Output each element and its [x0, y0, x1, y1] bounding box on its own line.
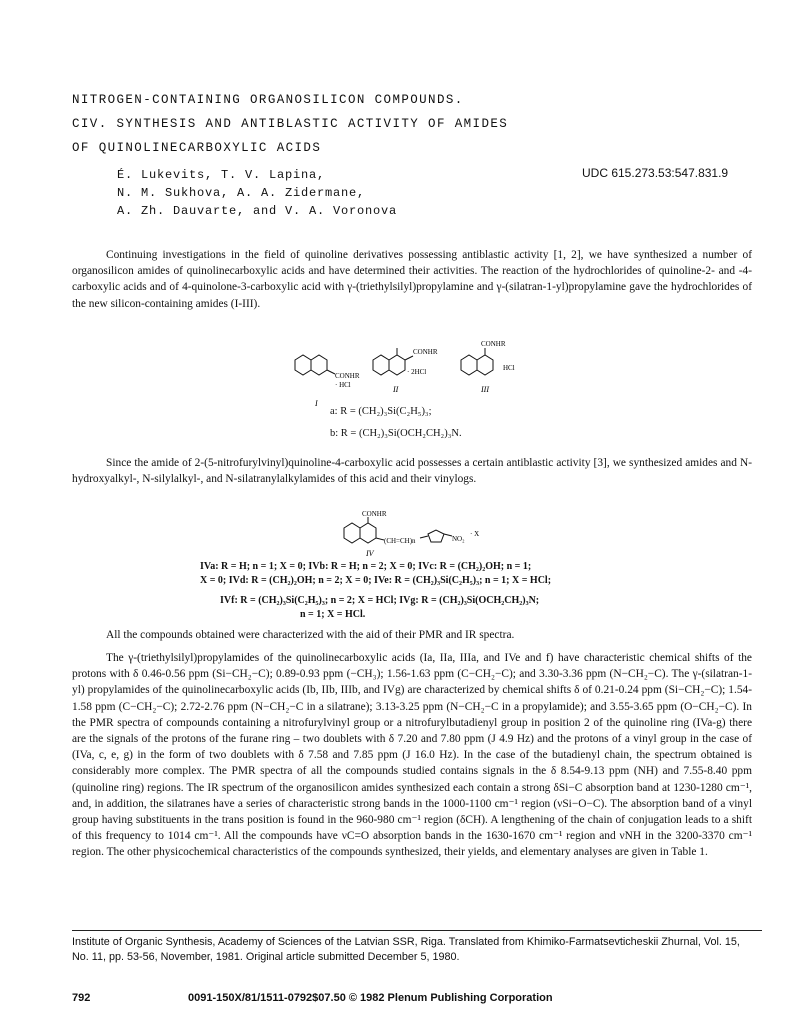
iv-definition-line: X = 0; IVd: R = (CH₂)₂OH; n = 2; X = 0; IVe: R = (CH₂)₃Si(C₂H₅)₃; n = 1; X = HCl;	[200, 575, 552, 586]
title-line: OF QUINOLINECARBOXYLIC ACIDS	[72, 141, 322, 155]
structure-diagram-iv	[340, 510, 500, 560]
group-label-iii: CONHR	[481, 340, 506, 348]
iv-definition-line: n = 1; X = HCl.	[300, 609, 366, 620]
author-line: É. Lukevits, T. V. Lapina,	[117, 168, 326, 182]
page-number: 792	[72, 992, 91, 1004]
nitro-label: NO₂	[452, 535, 465, 543]
iv-definition-line: IVa: R = H; n = 1; X = 0; IVb: R = H; n = 2; X = 0; IVc: R = (CH₂)₂OH; n = 1;	[200, 561, 532, 572]
group-label-ii: CONHR	[413, 348, 438, 356]
paragraph-nitrofuryl: Since the amide of 2-(5-nitrofurylvinyl)quinoline-4-carboxylic acid possesses a certain antiblastic activity [3], we synthesized amides and N-hydroxyalkyl-, N-silylalkyl-, and N-silatranylalkylamides of this acid and their vinylogs.	[72, 457, 752, 486]
compound-label-i: I	[315, 399, 318, 408]
iv-definitions	[200, 560, 640, 622]
salt-label-iii: HCl	[503, 364, 515, 372]
compound-label-iii: III	[481, 385, 489, 394]
paragraph-spectra: The γ-(triethylsilyl)propylamides of the quinolinecarboxylic acids (Ia, IIa, IIIa, and IVe and f) have characteristic chemical shifts of the protons with δ 0.46-0.56 ppm (Si−CH₂−C); 0.89-0.93 ppm (−CH₃); 1.56-1.63 ppm (C−CH₂−C); and 3.30-3.36 ppm (N−CH₂−C). The γ-(silatran-1-yl) propylamides of the quinolinecarboxylic acids (Ib, IIb, IIIb, and IVg) are characterized by chemical shifts δ of 0.21-0.24 ppm (Si−CH₂−C); 1.54-1.58 ppm (C−CH₂−C); 2.72-2.76 ppm (N−CH₂−C in a silatrane); 3.13-3.25 ppm (N−CH₂−C in a propylamide); and 3.55-3.65 ppm (O−CH₂−C). In the PMR spectra of compounds containing a nitrofurylvinyl group or a nitrofurylbutadienyl group in position 2 of the quinoline ring (IVa-g) there are the signals of the protons of the furane ring – two doublets with δ 7.20 and 7.80 ppm (J 4.9 Hz) and the protons of a vinyl group in the case of (IVa, c, e, g) in the form of two doublets with δ 7.58 and 7.85 ppm (J 16.0 Hz). In the case of the butadienyl chain, the spectrum obtained is considerably more complex. The PMR spectra of all the compounds studied contains signals in the δ 8.54-9.13 ppm (NH) and 7.55-8.40 ppm (quinoline ring) regions. The IR spectrum of the organosilicon amides synthesized each contain a strong δSi−C absorption band at 1230-1280 cm⁻¹, and, in addition, the silatranes have a series of characteristic strong bands in the 1000-1100 cm⁻¹ region (νSi−O−C). The absorption band of a vinyl group having substituents in the trans position is found in the 960-980 cm⁻¹ region (δCH). A lengthening of the chain of conjugation leads to a shift of this frequency to 1014 cm⁻¹. All the compounds have νC=O absorption bands in the 1630-1670 cm⁻¹ region and νNH in the 3200-3370 cm⁻¹ region. The other physicochemical characteristics of the compounds synthesized, their yields, and elementary analyses are given in Table 1.	[72, 652, 752, 859]
udc-code: UDC 615.273.53:547.831.9	[582, 166, 729, 180]
group-label-i: CONHR	[335, 372, 360, 380]
author-line: A. Zh. Dauvarte, and V. A. Voronova	[117, 204, 398, 218]
salt-label-i: · HCl	[335, 381, 351, 389]
compound-label-iv: IV	[366, 549, 374, 558]
chain-label: (CH=CH)n	[384, 537, 416, 545]
paragraph-intro: Continuing investigations in the field of quinoline derivatives possessing antiblastic activity [1, 2], we have synthesized a number of organosilicon amides of quinolinecarboxylic acids and have determined their activities. The reaction of the hydrochlorides of quinoline-2- and -4-carboxylic acids and of 4-quinolone-3-carboxylic acid with γ-(triethylsilyl)propylamine and γ-(silatran-1-yl)propylamine gave the hydrochlorides of the new silicon-containing amides (I-III).	[72, 249, 752, 310]
structure-diagram-i-iii	[285, 340, 525, 412]
salt-label-ii: · 2HCl	[407, 368, 427, 376]
formula-b: b: R = (CH₂)₃Si(OCH₂CH₂)₃N.	[330, 428, 462, 439]
copyright-line: 0091-150X/81/1511-0792$07.50 © 1982 Plenum Publishing Corporation	[188, 992, 553, 1004]
group-label-iv: CONHR	[362, 510, 387, 518]
title-line: CIV. SYNTHESIS AND ANTIBLASTIC ACTIVITY OF AMIDES	[72, 117, 509, 131]
iv-definition-line: IVf: R = (CH₂)₃Si(C₂H₅)₃; n = 2; X = HCl; IVg: R = (CH₂)₃Si(OCH₂CH₂)₃N;	[220, 595, 540, 606]
article-title	[72, 88, 732, 160]
formula-a: a: R = (CH₂)₃Si(C₂H₅)₃;	[330, 406, 432, 417]
footnote-rule	[72, 930, 762, 931]
author-list	[117, 166, 397, 220]
paragraph-characterization: All the compounds obtained were characterized with the aid of their PMR and IR spectra.	[106, 629, 515, 641]
footnote: Institute of Organic Synthesis, Academy of Sciences of the Latvian SSR, Riga. Translated from Khimiko-Farmatsevticheskii Zhurnal, Vol. 15, No. 11, pp. 53-56, November, 1981. Original article submitted December 5, 1980.	[72, 936, 740, 963]
compound-label-ii: II	[393, 385, 399, 394]
x-label: · X	[470, 530, 480, 538]
author-line: N. M. Sukhova, A. A. Zidermane,	[117, 186, 366, 200]
title-line: NITROGEN-CONTAINING ORGANOSILICON COMPOUNDS.	[72, 93, 464, 107]
